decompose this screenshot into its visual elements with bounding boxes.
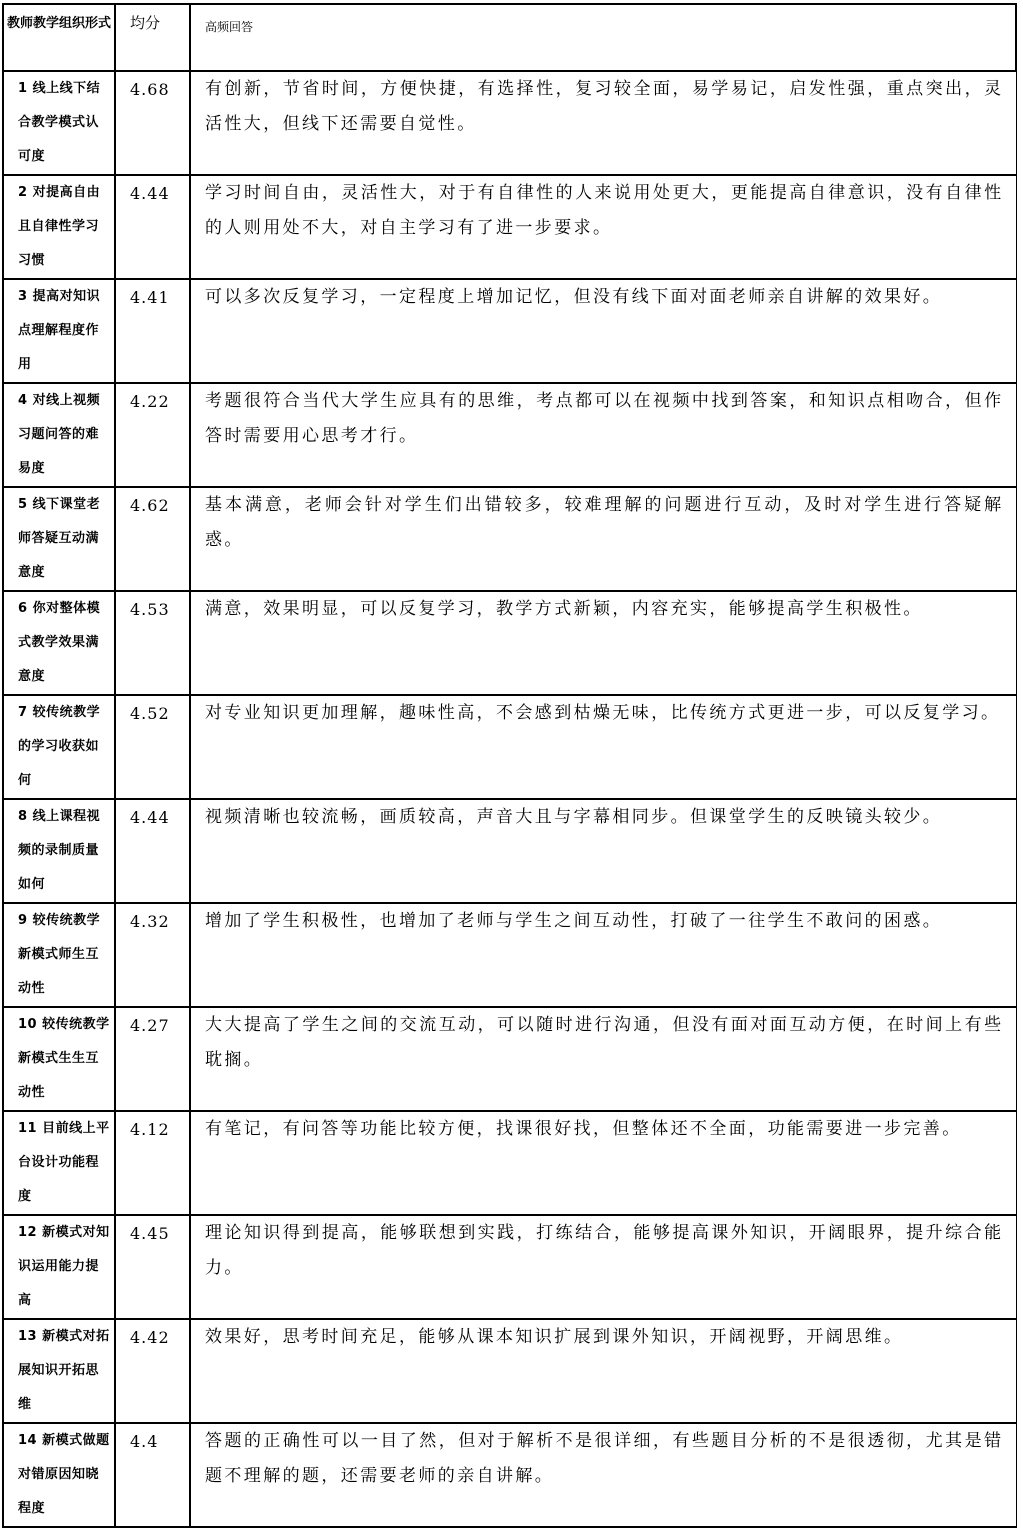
answer-text: 基本满意，老师会针对学生们出错较多，较难理解的问题进行互动，及时对学生进行答疑解惑。 [205,495,1004,550]
score-cell [115,175,190,279]
table-row [3,279,1016,383]
item-label: 12 新模式对知识运用能力提高 [18,1225,110,1308]
item-label: 11 目前线上平台设计功能程度 [18,1121,110,1204]
item-cell [3,591,115,695]
item-cell [3,695,115,799]
item-label: 2 对提高自由且自律性学习习惯 [18,185,101,268]
score-cell [115,1007,190,1111]
score-cell [115,71,190,175]
score-cell [115,695,190,799]
answer-cell [190,799,1016,903]
answer-text: 满意，效果明显，可以反复学习，教学方式新颖，内容充实，能够提高学生积极性。 [205,599,923,619]
item-label: 1 线上线下结合教学模式认可度 [18,81,101,164]
answer-text: 视频清晰也较流畅，画质较高，声音大且与字幕相同步。但课堂学生的反映镜头较少。 [205,807,943,827]
score-cell [115,1319,190,1423]
answer-text: 有创新，节省时间，方便快捷，有选择性，复习较全面，易学易记，启发性强，重点突出，灵活性大，但线下还需要自觉性。 [205,79,1004,134]
answer-cell [190,175,1016,279]
score-value: 4.44 [130,808,170,827]
score-value: 4.12 [130,1120,170,1139]
answer-cell [190,1319,1016,1423]
answer-text: 答题的正确性可以一目了然，但对于解析不是很详细，有些题目分析的不是很透彻，尤其是错题不理解的题，还需要老师的亲自讲解。 [205,1431,1004,1486]
survey-results-table [2,3,1017,1528]
item-cell [3,175,115,279]
table-row [3,903,1016,1007]
table-row [3,591,1016,695]
answer-text: 大大提高了学生之间的交流互动，可以随时进行沟通，但没有面对面互动方便，在时间上有些耽搁。 [205,1015,1004,1070]
score-value: 4.53 [130,600,170,619]
item-label: 8 线上课程视频的录制质量如何 [18,809,101,892]
score-value: 4.42 [130,1328,170,1347]
item-label: 13 新模式对拓展知识开拓思维 [18,1329,110,1412]
item-label: 14 新模式做题对错原因知晓程度 [18,1433,110,1516]
item-label: 5 线下课堂老师答疑互动满意度 [18,497,101,580]
answer-cell [190,1423,1016,1527]
score-cell [115,903,190,1007]
table-row [3,695,1016,799]
score-cell [115,591,190,695]
score-cell [115,1423,190,1527]
item-cell [3,799,115,903]
answer-text: 可以多次反复学习，一定程度上增加记忆，但没有线下面对面老师亲自讲解的效果好。 [205,287,943,307]
item-label: 4 对线上视频习题问答的难易度 [18,393,101,476]
answer-text: 考题很符合当代大学生应具有的思维，考点都可以在视频中找到答案，和知识点相吻合，但作答时需要用心思考才行。 [205,391,1004,446]
score-cell [115,279,190,383]
score-value: 4.32 [130,912,170,931]
item-label: 3 提高对知识点理解程度作用 [18,289,101,372]
score-value: 4.68 [130,80,170,99]
score-value: 4.62 [130,496,170,515]
header-cell-form [3,4,115,71]
score-cell [115,799,190,903]
score-cell [115,1215,190,1319]
item-cell [3,903,115,1007]
score-value: 4.45 [130,1224,170,1243]
table-row [3,71,1016,175]
score-value: 4.52 [130,704,170,723]
table-row [3,383,1016,487]
answer-text: 效果好，思考时间充足，能够从课本知识扩展到课外知识，开阔视野，开阔思维。 [205,1327,904,1347]
table-row [3,1319,1016,1423]
header-cell-score [115,4,190,71]
item-cell [3,383,115,487]
answer-text: 学习时间自由，灵活性大，对于有自律性的人来说用处更大，更能提高自律意识，没有自律性的人则用处不大，对自主学习有了进一步要求。 [205,183,1004,238]
table-row [3,1007,1016,1111]
answer-cell [190,71,1016,175]
table-row [3,1215,1016,1319]
header-answer-label: 高频回答 [205,20,254,34]
item-cell [3,71,115,175]
item-cell [3,1111,115,1215]
table-row [3,1423,1016,1527]
score-value: 4.27 [130,1016,170,1035]
item-cell [3,1319,115,1423]
item-cell [3,1007,115,1111]
answer-cell [190,383,1016,487]
item-label: 9 较传统教学新模式师生互动性 [18,913,101,996]
table-row [3,175,1016,279]
score-cell [115,1111,190,1215]
answer-cell [190,903,1016,1007]
item-label: 10 较传统教学新模式生生互动性 [18,1017,110,1100]
header-cell-answer [190,4,1016,71]
answer-cell [190,1215,1016,1319]
answer-text: 有笔记，有问答等功能比较方便，找课很好找，但整体还不全面，功能需要进一步完善。 [205,1119,962,1139]
item-cell [3,1423,115,1527]
table-header-row [3,4,1016,71]
score-value: 4.4 [130,1432,159,1451]
item-cell [3,1215,115,1319]
answer-cell [190,1111,1016,1215]
item-cell [3,487,115,591]
table-row [3,1111,1016,1215]
score-value: 4.41 [130,288,170,307]
score-cell [115,487,190,591]
answer-text: 理论知识得到提高，能够联想到实践，打练结合，能够提高课外知识，开阔眼界，提升综合能力。 [205,1223,1004,1278]
answer-cell [190,1007,1016,1111]
item-label: 6 你对整体模式教学效果满意度 [18,601,101,684]
table-row [3,799,1016,903]
answer-text: 对专业知识更加理解，趣味性高，不会感到枯燥无味，比传统方式更进一步，可以反复学习。 [205,703,1001,723]
header-form-label: 教师教学组织形式 [6,16,111,31]
score-cell [115,383,190,487]
answer-cell [190,695,1016,799]
score-value: 4.44 [130,184,170,203]
header-score-label: 均分 [130,14,161,32]
table-row [3,487,1016,591]
answer-cell [190,591,1016,695]
answer-cell [190,487,1016,591]
answer-text: 增加了学生积极性，也增加了老师与学生之间互动性，打破了一往学生不敢问的困惑。 [205,911,943,931]
score-value: 4.22 [130,392,170,411]
answer-cell [190,279,1016,383]
item-cell [3,279,115,383]
item-label: 7 较传统教学的学习收获如何 [18,705,101,788]
